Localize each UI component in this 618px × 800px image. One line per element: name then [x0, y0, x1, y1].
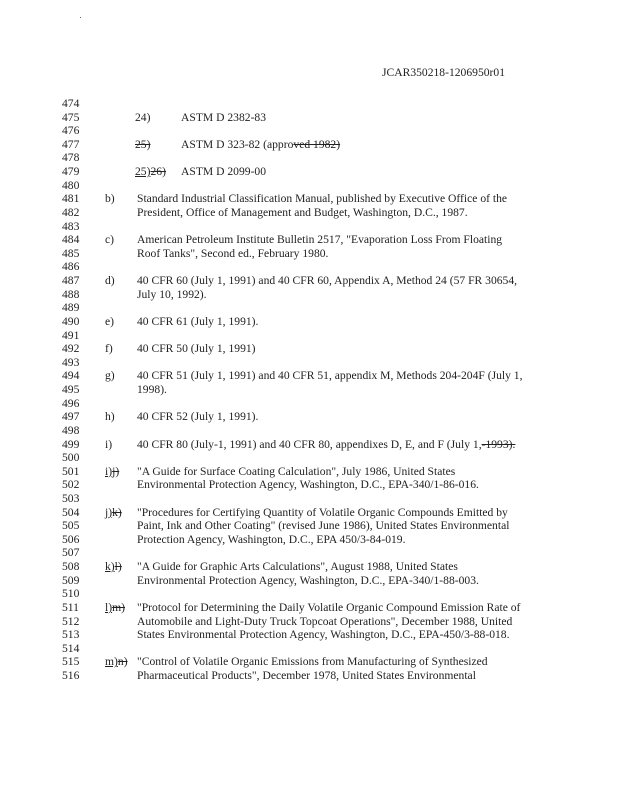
- line-text: [137, 288, 207, 302]
- item-label: [105, 369, 115, 383]
- document-line: [0, 560, 618, 574]
- text-run: D, E, and F (July 1,: [387, 437, 482, 451]
- line-text: [137, 274, 517, 288]
- document-line: [0, 546, 618, 560]
- line-number: 507: [62, 546, 80, 560]
- document-line: [0, 410, 618, 424]
- line-number: 477: [62, 137, 80, 151]
- line-number: 497: [62, 410, 80, 424]
- line-number: 505: [62, 519, 80, 533]
- text-run: 40 CFR 61 (July 1, 1991).: [137, 314, 259, 328]
- line-text: [137, 410, 258, 424]
- document-line: [0, 465, 618, 479]
- line-text: [137, 438, 515, 452]
- item-label: [105, 233, 114, 247]
- text-run: 40 CFR 52 (July 1, 1991).: [137, 410, 259, 424]
- line-text: [181, 165, 266, 179]
- line-number: 509: [62, 573, 80, 587]
- item-label: [105, 560, 122, 574]
- line-number: 479: [62, 165, 80, 179]
- inserted-text: i): [105, 464, 113, 478]
- line-text: [137, 506, 508, 520]
- document-line: [0, 451, 618, 465]
- document-line: [0, 288, 618, 302]
- text-run: c): [105, 233, 115, 247]
- line-text: [137, 369, 523, 383]
- item-label: [105, 410, 115, 424]
- item-label: [105, 506, 122, 520]
- line-number: 481: [62, 192, 80, 206]
- document-line: [0, 206, 618, 220]
- document-line: [0, 260, 618, 274]
- text-run: 24): [135, 110, 151, 124]
- document-line: [0, 138, 618, 152]
- item-label: [105, 465, 119, 479]
- text-run: h): [105, 410, 115, 424]
- document-line: [0, 356, 618, 370]
- line-number: 486: [62, 260, 80, 274]
- document-line: [0, 247, 618, 261]
- line-number: 512: [62, 614, 80, 628]
- document-id-header: JCAR350218-1206950r01: [381, 66, 505, 79]
- document-line: [0, 342, 618, 356]
- text-run: "A Guide for Surface Coating Calculation", July 1986, United States: [137, 464, 456, 478]
- line-number: 511: [62, 600, 79, 614]
- line-number: 493: [62, 355, 80, 369]
- line-number: 506: [62, 532, 80, 546]
- line-text: [137, 247, 328, 261]
- document-line: [0, 369, 618, 383]
- deleted-text: k): [112, 505, 122, 519]
- line-number: 483: [62, 219, 80, 233]
- line-number: 503: [62, 491, 80, 505]
- document-line: [0, 179, 618, 193]
- text-run: 40 CFR 51 (July 1, 1991) and 40 CFR 51, appendix M, Methods 204-204F (July 1,: [137, 369, 523, 383]
- text-run: "A Guide for Graphic Arts Calculations", August 1988, United States: [137, 560, 458, 574]
- line-number: 475: [62, 110, 80, 124]
- item-label: [105, 438, 112, 452]
- line-number: 495: [62, 383, 80, 397]
- document-line: [0, 383, 618, 397]
- text-run: Environmental Protection Agency, Washington, D.C., EPA-340/1-86-016.: [137, 478, 479, 492]
- text-run: American Petroleum Institute Bulletin 2517, "Evaporation Loss From Floating: [137, 233, 503, 247]
- text-run: Automobile and Light-Duty Truck Topcoat Operations", December 1988, United: [137, 614, 513, 628]
- text-run: 40 CFR 50 (July 1, 1991): [137, 342, 256, 356]
- line-text: [137, 574, 479, 588]
- document-line: [0, 274, 618, 288]
- item-label: [105, 601, 125, 615]
- line-text: [137, 519, 509, 533]
- document-line: [0, 533, 618, 547]
- line-number: 516: [62, 669, 80, 683]
- line-text: [137, 342, 256, 356]
- line-number: 490: [62, 314, 80, 328]
- line-text: [137, 478, 479, 492]
- item-label: [135, 138, 150, 152]
- document-line: [0, 587, 618, 601]
- document-line: [0, 233, 618, 247]
- item-label: [105, 192, 115, 206]
- inserted-text: l): [105, 600, 113, 614]
- document-line: [0, 601, 618, 615]
- item-label: [105, 655, 128, 669]
- document-line: [0, 111, 618, 125]
- line-text: [137, 192, 507, 206]
- line-number: 476: [62, 124, 80, 138]
- text-run: President, Office of Management and Budget, Washington, D.C., 1987.: [137, 205, 468, 219]
- deleted-text: ved 1982): [293, 137, 341, 151]
- line-number: 513: [62, 628, 80, 642]
- line-number: 499: [62, 437, 80, 451]
- text-run: ASTM D 323-82 (appro: [181, 137, 294, 151]
- line-number: 488: [62, 287, 80, 301]
- document-line: [0, 397, 618, 411]
- line-number: 489: [62, 301, 80, 315]
- item-label: [105, 274, 115, 288]
- deleted-text: -1993).: [481, 437, 516, 451]
- deleted-text: 26): [150, 165, 166, 179]
- text-run: i): [105, 437, 113, 451]
- inserted-text: j): [105, 505, 113, 519]
- text-run: f): [105, 342, 113, 356]
- line-text: [137, 233, 502, 247]
- line-text: [181, 138, 340, 152]
- document-line: [0, 151, 618, 165]
- line-number: 492: [62, 342, 80, 356]
- item-label: [105, 342, 113, 356]
- line-text: [137, 615, 512, 629]
- line-number: 496: [62, 396, 80, 410]
- text-run: ASTM D 2099-00: [181, 165, 267, 179]
- document-line: [0, 642, 618, 656]
- text-run: 40 CFR 60 (July 1, 1991) and 40 CFR 60, Appendix A, Method 24 (57 FR 30654,: [137, 274, 518, 288]
- line-text: [137, 560, 458, 574]
- line-text: [137, 669, 476, 683]
- text-run: "Control of Volatile Organic Emissions from Manufacturing of Synthesized: [137, 655, 488, 669]
- document-line: [0, 506, 618, 520]
- document-line: [0, 519, 618, 533]
- deleted-text: l): [114, 560, 122, 574]
- document-line: [0, 492, 618, 506]
- text-run: Standard Industrial Classification Manual, published by Executive Office of the: [137, 192, 508, 206]
- scan-speck: [80, 17, 81, 18]
- line-number: 494: [62, 369, 80, 383]
- deleted-text: j): [112, 464, 120, 478]
- document-line: [0, 220, 618, 234]
- line-number: 502: [62, 478, 80, 492]
- document-line: [0, 97, 618, 111]
- text-run: e): [105, 314, 115, 328]
- item-label: [105, 315, 114, 329]
- item-label: [135, 111, 150, 125]
- document-line: [0, 478, 618, 492]
- line-text: [137, 655, 488, 669]
- line-number: 501: [62, 464, 80, 478]
- document-line: [0, 165, 618, 179]
- deleted-text: m): [112, 600, 125, 614]
- text-run: Protection Agency, Washington, D.C., EPA 450/3-84-019.: [137, 532, 406, 546]
- deleted-text: n): [117, 655, 128, 669]
- text-run: "Procedures for Certifying Quantity of Volatile Organic Compounds Emitted by: [137, 505, 508, 519]
- text-run: b): [105, 192, 115, 206]
- line-number: 510: [62, 587, 80, 601]
- item-label: [135, 165, 166, 179]
- text-run: Paint, Ink and Other Coating" (revised June 1986), United States Environmental: [137, 519, 510, 533]
- text-run: July 10, 1992).: [137, 287, 207, 301]
- text-run: Pharmaceutical Products", December 1978, United States Environmental: [137, 669, 476, 683]
- line-number: 474: [62, 97, 80, 110]
- document-line: [0, 315, 618, 329]
- document-line: [0, 615, 618, 629]
- line-number: 500: [62, 451, 80, 465]
- document-line: [0, 329, 618, 343]
- line-number: 498: [62, 423, 80, 437]
- inserted-text: m): [105, 655, 118, 669]
- line-number: 480: [62, 178, 80, 192]
- line-number: 514: [62, 641, 80, 655]
- text-run: Roof Tanks", Second ed., February 1980.: [137, 246, 329, 260]
- document-line: [0, 655, 618, 669]
- text-run: d): [105, 274, 115, 288]
- line-number: 478: [62, 151, 80, 165]
- deleted-text: 25): [135, 137, 151, 151]
- text-run: g): [105, 369, 115, 383]
- document-line: [0, 669, 618, 683]
- inserted-text: k): [105, 560, 115, 574]
- line-text: [137, 628, 510, 642]
- inserted-text: 25): [135, 165, 151, 179]
- document-line: [0, 301, 618, 315]
- text-run: ASTM D 2382-83: [181, 110, 267, 124]
- line-number: 515: [62, 655, 80, 669]
- line-text: [181, 111, 266, 125]
- line-text: [137, 601, 520, 615]
- document-line: [0, 124, 618, 138]
- line-text: [137, 533, 406, 547]
- document-line: [0, 438, 618, 452]
- document-line: [0, 574, 618, 588]
- line-number: 508: [62, 560, 80, 574]
- text-run: 1998).: [137, 383, 167, 397]
- line-text: [137, 383, 167, 397]
- line-text: [137, 465, 455, 479]
- text-run: 40 CFR 80 (July: [137, 437, 214, 451]
- text-run: -1, 1991) and 40 CFR 80, appendixes: [213, 437, 388, 451]
- text-run: States Environmental Protection Agency, Washington, D.C., EPA-450/3-88-018.: [137, 628, 510, 642]
- line-number: 484: [62, 233, 80, 247]
- document-line: [0, 424, 618, 438]
- line-number: 482: [62, 205, 80, 219]
- line-number: 504: [62, 505, 80, 519]
- document-line: [0, 192, 618, 206]
- line-text: [137, 315, 258, 329]
- line-text: [137, 206, 468, 220]
- text-run: Environmental Protection Agency, Washington, D.C., EPA-340/1-88-003.: [137, 573, 479, 587]
- document-line: [0, 628, 618, 642]
- line-number: 487: [62, 274, 80, 288]
- line-number: 491: [62, 328, 80, 342]
- line-number: 485: [62, 246, 80, 260]
- text-run: "Protocol for Determining the Daily Volatile Organic Compound Emission Rate of: [137, 600, 521, 614]
